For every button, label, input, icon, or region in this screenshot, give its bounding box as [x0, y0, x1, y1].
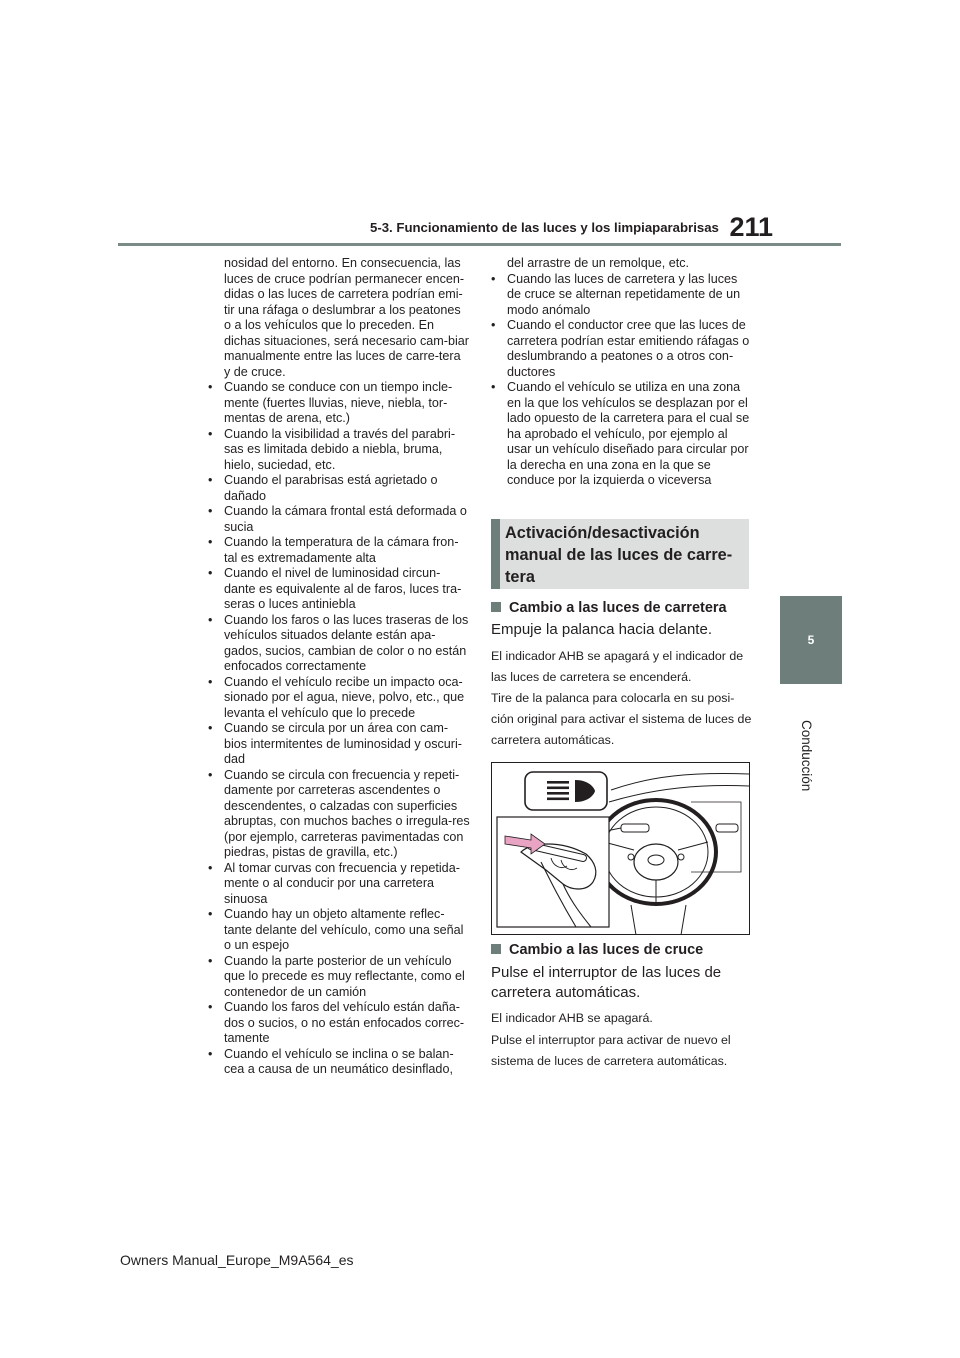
list-item: • Cuando se circula con frecuencia y repeti-damente por carreteras ascendentes o descendentes, o calzadas con superficies abruptas, con muchos baches o irregula-res (por ejemplo, carreteras pavimentadas con piedras, pistas de gravilla, etc.)	[208, 768, 470, 861]
condition-list	[208, 380, 470, 1078]
steering-lever-figure	[491, 762, 750, 935]
footer-text: Owners Manual_Europe_M9A564_es	[120, 1252, 354, 1268]
list-item: • Cuando se conduce con un tiempo incle-mente (fuertes lluvias, nieve, niebla, tor-mentas de arena, etc.)	[208, 380, 470, 427]
square-bullet-icon	[491, 602, 501, 612]
list-item: • Cuando la temperatura de la cámara fron-tal es extremadamente alta	[208, 535, 470, 566]
continuation-text: nosidad del entorno. En consecuencia, las luces de cruce podrían permanecer encen-didas o las luces de carretera podrían emi-tir una ráfaga o deslumbrar a los peatones o a los vehículos que lo preceden. En dichas situaciones, será necesario cam-biar manualmente entre las luces de carre-tera y de cruce.	[224, 256, 469, 379]
subheading-text: Cambio a las luces de cruce	[509, 942, 704, 958]
list-item: • Cuando se circula por un área con cam-bios intermitentes de luminosidad y oscuri-dad	[208, 721, 470, 768]
continuation-text: del arrastre de un remolque, etc.	[507, 256, 690, 270]
chapter-label: Conducción	[799, 720, 814, 792]
condition-list	[491, 272, 753, 489]
right-column	[491, 256, 753, 489]
list-item: • Cuando las luces de carretera y las luces de cruce se alternan repetidamente de un modo anómalo	[491, 272, 753, 319]
section-heading	[491, 519, 749, 589]
list-item: • Cuando los faros del vehículo están daña-dos o sucios, o no están enfocados correc-tamente	[208, 1000, 470, 1047]
paragraph: El indicador AHB se apagará.	[491, 1011, 653, 1025]
list-item: • Cuando el vehículo se utiliza en una zona en la que los vehículos se desplazan por el lado opuesto de la carretera para el cual se ha aprobado el vehículo, por ejemplo al usar un vehículo diseñado para circular por la derecha en una zona en la que se conduce por la izquierda o viceversa	[491, 380, 753, 489]
paragraph: Tire de la palanca para colocarla en su posi-ción original para activar el sistema de luces de carretera automáticas.	[491, 691, 752, 747]
chapter-tab	[780, 596, 842, 684]
subheading-high-beam	[491, 600, 727, 616]
left-column	[208, 256, 470, 1078]
section-title: 5-3. Funcionamiento de las luces y los limpiaparabrisas	[370, 220, 719, 235]
section-heading-text: Activación/desactivación manual de las luces de carre-tera	[505, 524, 733, 586]
list-item: • Cuando la parte posterior de un vehículo que lo precede es muy reflectante, como el contenedor de un camión	[208, 954, 470, 1001]
chapter-number: 5	[807, 633, 815, 647]
list-item: • Cuando la cámara frontal está deformada o sucia	[208, 504, 470, 535]
page-number: 211	[729, 212, 773, 242]
instruction: Empuje la palanca hacia delante.	[491, 621, 712, 638]
list-item: • Cuando hay un objeto altamente reflec-tante delante del vehículo, como una señal o un espejo	[208, 907, 470, 954]
list-item: • Cuando el vehículo recibe un impacto oca-sionado por el agua, nieve, polvo, etc., que levanta el vehículo que lo precede	[208, 675, 470, 722]
list-item: • Cuando el conductor cree que las luces de carretera podrían estar emitiendo ráfagas o deslumbrando a peatones o a otros con-ductores	[491, 318, 753, 380]
list-item: • Cuando el parabrisas está agrietado o dañado	[208, 473, 470, 504]
lever-illustration	[491, 762, 750, 935]
square-bullet-icon	[491, 944, 501, 954]
instruction: Pulse el interruptor de las luces de carretera automáticas.	[491, 964, 722, 1001]
subheading-low-beam	[491, 942, 703, 958]
list-item: • Cuando los faros o las luces traseras de los vehículos situados delante están apa-gados, sucios, cambian de color o no están enfocados correctamente	[208, 613, 470, 675]
paragraph: El indicador AHB se apagará y el indicador de las luces de carretera se encenderá.	[491, 649, 744, 684]
subheading-text: Cambio a las luces de carretera	[509, 600, 727, 616]
list-item: • Cuando la visibilidad a través del parabri-sas es limitada debido a niebla, bruma, hielo, suciedad, etc.	[208, 427, 470, 474]
list-item: • Cuando el vehículo se inclina o se balan-cea a causa de un neumático desinflado,	[208, 1047, 470, 1078]
paragraph: Pulse el interruptor para activar de nuevo el sistema de luces de carretera automáticas.	[491, 1033, 731, 1068]
heading-bar	[491, 519, 500, 589]
header-rule	[118, 243, 841, 246]
list-item: • Al tomar curvas con frecuencia y repetida-mente o al conducir por una carretera sinuosa	[208, 861, 470, 908]
list-item: • Cuando el nivel de luminosidad circun-dante es equivalente al de faros, luces tra-seras o luces antiniebla	[208, 566, 470, 613]
